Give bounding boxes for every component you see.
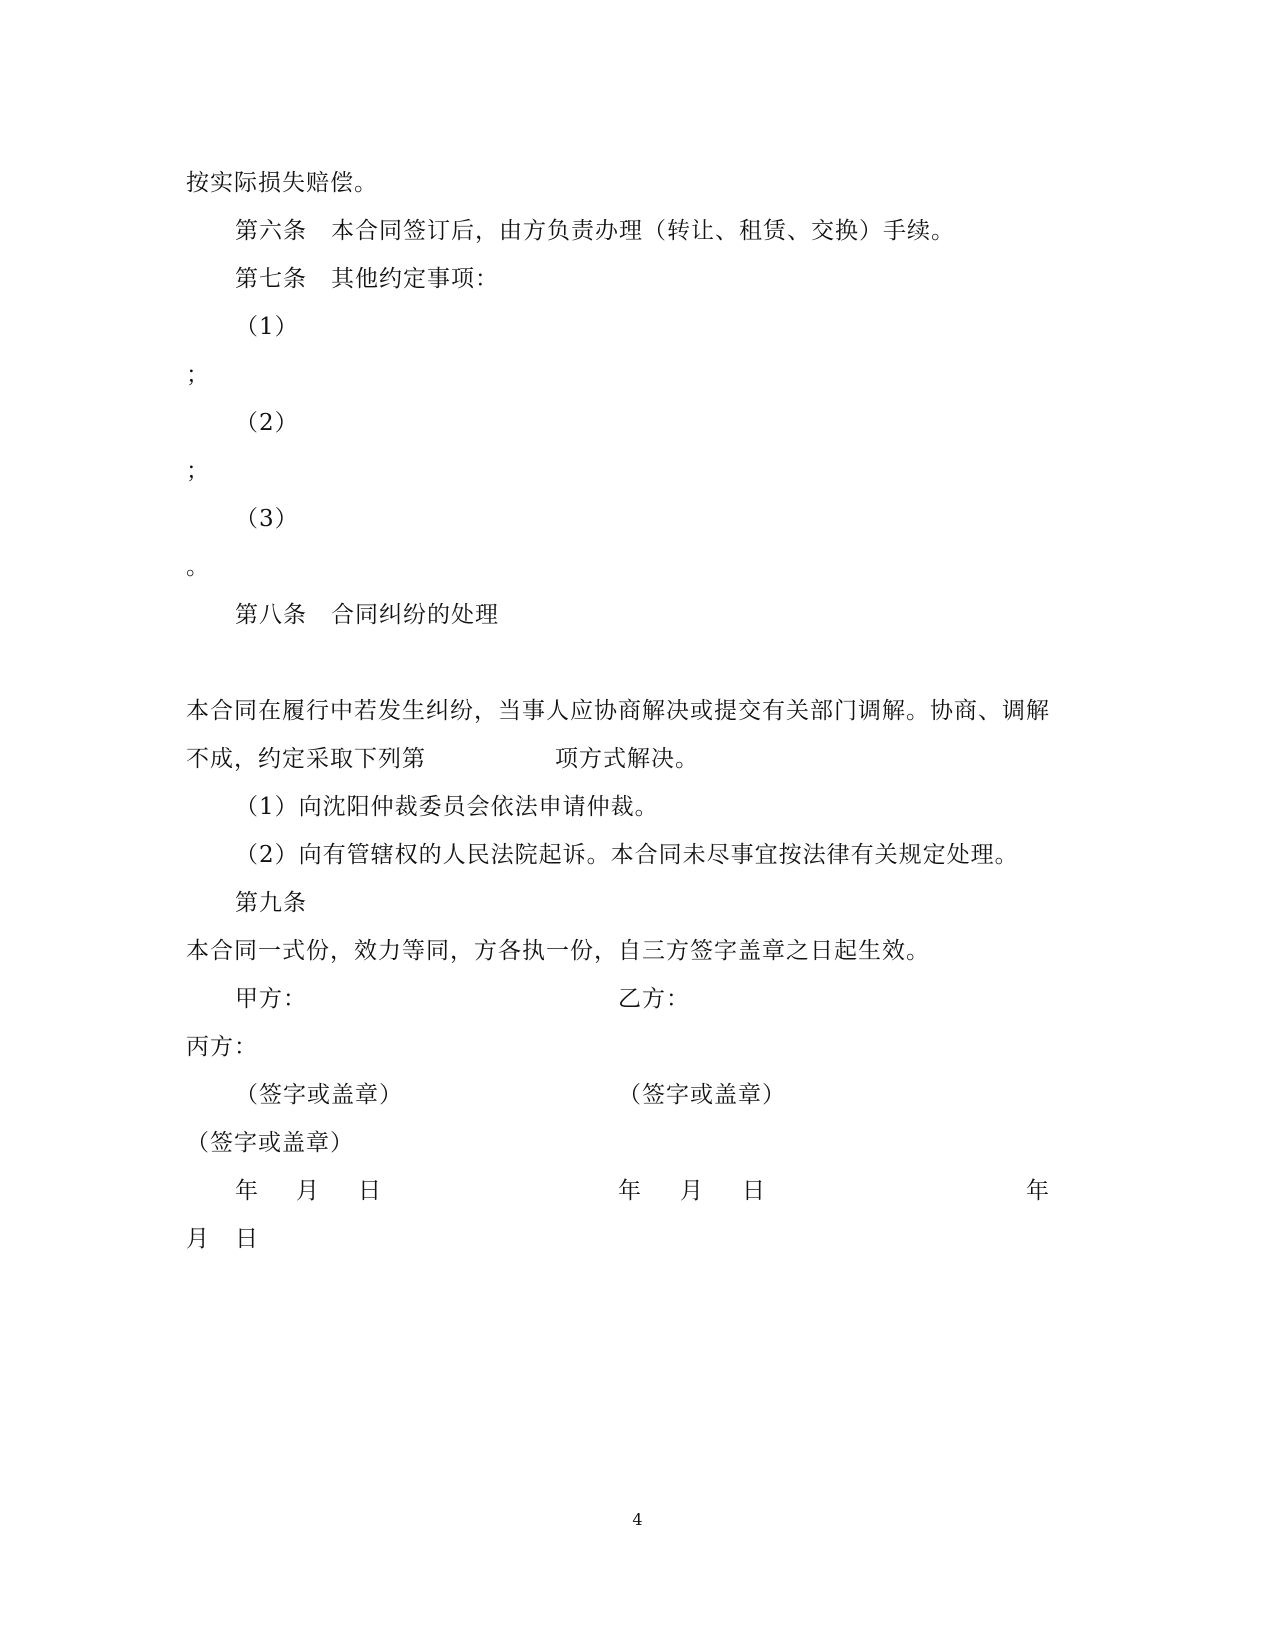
party-b-label: 乙方： (618, 986, 690, 1012)
clause-8-option-2: （2）向有管辖权的人民法院起诉。本合同未尽事宜按法律有关规定处理。 (235, 842, 1019, 868)
clause-8-heading: 第八条 合同纠纷的处理 (235, 602, 499, 628)
clause-9-body: 本合同一式份，效力等同，方各执一份，自三方签字盖章之日起生效。 (186, 938, 930, 964)
date-b-year: 年 (618, 1178, 642, 1204)
date-b-day: 日 (742, 1178, 766, 1204)
clause-7-item-3: （3） (235, 506, 299, 532)
clause-8-body-cont: 不成，约定采取下列第 (186, 746, 426, 772)
sign-c: （签字或盖章） (186, 1130, 354, 1156)
clause-8-body-cont-2: 项方式解决。 (555, 746, 699, 772)
clause-7-heading: 第七条 其他约定事项： (235, 266, 499, 292)
sign-a: （签字或盖章） (235, 1082, 403, 1108)
date-a-day: 日 (358, 1178, 382, 1204)
party-c-label: 丙方： (186, 1034, 258, 1060)
clause-8-body: 本合同在履行中若发生纠纷，当事人应协商解决或提交有关部门调解。协商、调解 (186, 698, 1050, 724)
date-c-month: 月 (186, 1226, 210, 1252)
item-2-end: ； (186, 458, 210, 484)
clause-6: 第六条 本合同签订后，由方负责办理（转让、租赁、交换）手续。 (235, 218, 955, 244)
date-c-year: 年 (1026, 1178, 1050, 1204)
date-a-year: 年 (235, 1178, 259, 1204)
date-a-month: 月 (296, 1178, 320, 1204)
item-3-end: 。 (186, 554, 210, 580)
clause-7-item-1: （1） (235, 314, 299, 340)
party-a-label: 甲方： (235, 986, 307, 1012)
item-1-end: ； (186, 362, 210, 388)
sign-b: （签字或盖章） (618, 1082, 786, 1108)
clause-8-option-1: （1）向沈阳仲裁委员会依法申请仲裁。 (235, 794, 659, 820)
date-b-month: 月 (680, 1178, 704, 1204)
clause-7-item-2: （2） (235, 410, 299, 436)
text-line: 按实际损失赔偿。 (186, 170, 378, 196)
date-c-day: 日 (235, 1226, 259, 1252)
clause-9-heading: 第九条 (235, 890, 307, 916)
page-number: 4 (632, 1510, 643, 1529)
